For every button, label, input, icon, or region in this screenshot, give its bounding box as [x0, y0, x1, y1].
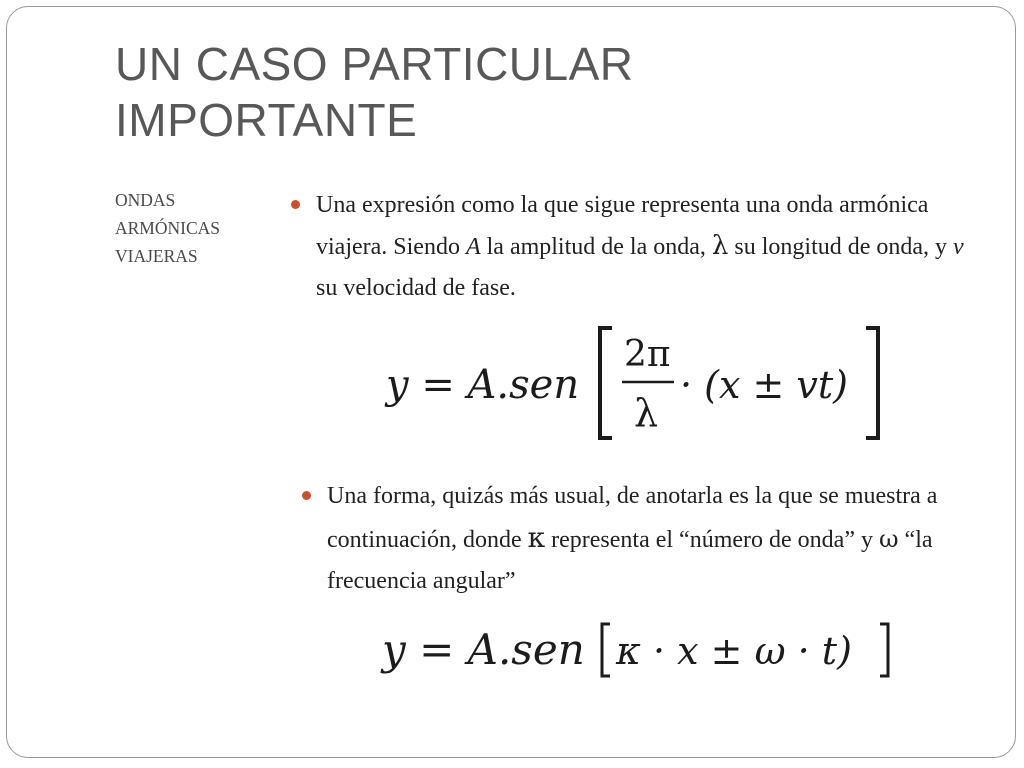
kappa-symbol: κ — [527, 521, 546, 554]
text-run: “la frecuencia angular” — [327, 527, 933, 594]
bullet-dot-icon — [291, 200, 300, 209]
variable-a: A — [465, 234, 481, 260]
right-bracket — [880, 624, 888, 676]
text-run: representa el “número de onda” y — [545, 527, 879, 553]
text-run: Una forma, quizás más usual, de anotarla es la que se muestra a continuación, donde — [327, 483, 938, 553]
text-run: Una expresión como la que sigue representa una onda armónica viajera. Siendo — [316, 192, 929, 260]
bullet-item-1 — [291, 185, 971, 309]
text-run: su velocidad de fase. — [316, 275, 516, 301]
formula-body: κ · x ± ω · t) — [616, 629, 852, 673]
section-subtitle — [115, 186, 265, 270]
omega-symbol: ω — [878, 525, 899, 553]
formula-1-graphic — [380, 322, 900, 447]
right-bracket — [866, 328, 878, 438]
bullet-item-2 — [302, 476, 982, 602]
slide-title: UN CASO PARTICULAR IMPORTANTE — [115, 38, 634, 146]
formula-2 — [378, 614, 908, 686]
subtitle-line: ONDAS — [115, 190, 176, 210]
fraction-numerator: 2π — [624, 334, 671, 375]
left-bracket — [602, 624, 610, 676]
bullet-text-1 — [316, 185, 971, 309]
lambda-symbol: λ — [711, 231, 729, 261]
formula-1 — [380, 322, 900, 447]
formula-2-graphic — [378, 614, 908, 686]
left-bracket — [600, 328, 612, 438]
bullet-dot-icon — [302, 491, 311, 500]
fraction-denominator: λ — [634, 391, 659, 435]
text-run: la amplitud de la onda, — [480, 234, 712, 260]
text-run: su longitud de onda, y — [728, 234, 954, 260]
subtitle-line: ARMÓNICAS — [115, 218, 221, 238]
bullet-text-2 — [327, 476, 982, 602]
variable-v: v — [953, 234, 964, 260]
formula-lhs: y = A.sen — [382, 625, 585, 674]
formula-rest: · (x ± vt) — [680, 363, 848, 407]
formula-lhs: y = A.sen — [386, 362, 580, 408]
subtitle-line: VIAJERAS — [115, 246, 198, 266]
